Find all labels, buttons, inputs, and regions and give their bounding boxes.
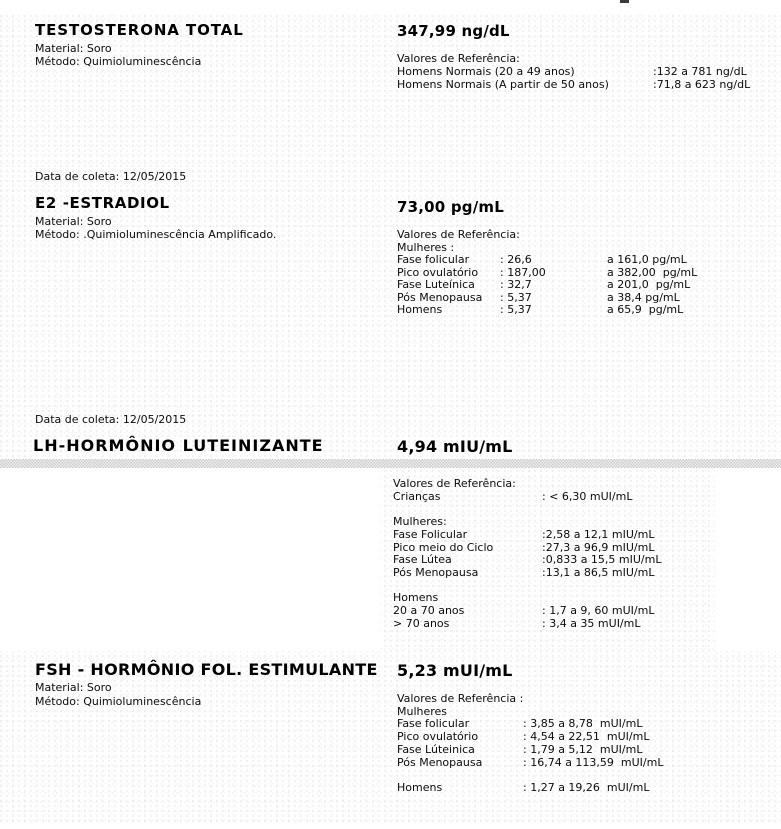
reference-row-range: :71,8 a 623 ng/dL <box>653 78 751 92</box>
reference-row-low: : 5,37 <box>500 290 532 304</box>
section-title: LH-HORMÔNIO LUTEINIZANTE <box>33 436 324 455</box>
section-title: FSH - HORMÔNIO FOL. ESTIMULANTE <box>35 660 378 679</box>
white-area-left-of-lh-values <box>0 468 380 651</box>
reference-row-range: : 3,4 a 35 mUI/mL <box>542 616 641 630</box>
section-title: E2 -ESTRADIOL <box>35 194 170 212</box>
reference-row <box>397 782 663 795</box>
reference-row-label: Fase Lúteinica <box>397 742 475 756</box>
reference-row-label: 20 a 70 anos <box>393 604 465 617</box>
reference-title: Valores de Referência: <box>397 228 520 241</box>
spacer <box>397 769 663 782</box>
result-value: 347,99 ng/dL <box>397 22 510 40</box>
reference-row-label: Fase Luteínica <box>397 278 475 291</box>
reference-row <box>393 618 661 631</box>
reference-row-label: Pico ovulatório <box>397 265 479 279</box>
reference-row <box>397 757 663 770</box>
reference-row-range: : 1,27 a 19,26 mUI/mL <box>523 780 650 794</box>
method-line: Método: .Quimioluminescência Amplificado. <box>35 227 277 241</box>
reference-row-label: Homens <box>397 780 443 794</box>
reference-row-high: a 382,00 pg/mL <box>607 265 698 279</box>
scan-artifact <box>620 0 629 3</box>
reference-row <box>397 304 697 317</box>
reference-row-label: Fase Lútea <box>393 553 452 567</box>
white-area-right-of-lh-values <box>715 468 781 651</box>
reference-title: Valores de Referência: <box>393 477 516 490</box>
reference-row <box>397 744 663 757</box>
reference-title: Valores de Referência : <box>397 692 524 705</box>
method-line: Método: Quimioluminescência <box>35 694 202 708</box>
reference-row-range: :132 a 781 ng/dL <box>653 65 747 79</box>
collection-date: Data de coleta: 12/05/2015 <box>35 170 187 183</box>
reference-values <box>397 693 663 795</box>
reference-row-low: : 5,37 <box>500 303 532 316</box>
sample-info <box>35 681 201 708</box>
reference-row-range: : 1,79 a 5,12 mUI/mL <box>523 742 643 756</box>
reference-values <box>393 478 661 630</box>
reference-row <box>397 731 663 744</box>
reference-values <box>397 52 750 92</box>
reference-row <box>393 554 661 567</box>
material-line: Material: Soro <box>35 215 112 228</box>
sample-info <box>35 216 276 241</box>
reference-row-label: Crianças <box>393 489 441 503</box>
reference-row-range: : 4,54 a 22,51 mUI/mL <box>523 730 650 744</box>
reference-title: Valores de Referência: <box>397 52 520 65</box>
reference-row-range: : < 6,30 mUI/mL <box>542 489 633 503</box>
reference-row <box>397 279 697 292</box>
reference-row-low: : 26,6 <box>500 253 532 266</box>
reference-row <box>397 78 750 91</box>
section-title: TESTOSTERONA TOTAL <box>35 21 244 39</box>
reference-row-high: a 65,9 pg/mL <box>607 303 684 316</box>
reference-row-label: Pós Menopausa <box>397 755 483 769</box>
page-bottom-margin <box>0 822 781 829</box>
sample-info <box>35 42 201 68</box>
reference-row <box>393 529 661 542</box>
reference-row <box>393 567 661 580</box>
group-label: Homens <box>393 591 439 605</box>
group-label: Mulheres <box>397 704 448 718</box>
reference-row <box>397 65 750 78</box>
reference-row-label: Pós Menopausa <box>397 290 483 304</box>
reference-row-label: Fase folicular <box>397 253 470 266</box>
collection-date: Data de coleta: 12/05/2015 <box>35 413 187 426</box>
result-value: 73,00 pg/mL <box>397 198 505 216</box>
page-top-margin <box>0 0 781 13</box>
reference-row-range: :13,1 a 86,5 mIU/mL <box>542 565 655 579</box>
reference-row-label: Homens Normais (20 a 49 anos) <box>397 65 575 79</box>
reference-row-range: : 16,74 a 113,59 mUI/mL <box>523 755 664 769</box>
group-label: Mulheres : <box>397 240 455 254</box>
result-value: 4,94 mIU/mL <box>397 437 513 456</box>
reference-row-range: :0,833 a 15,5 mIU/mL <box>542 553 662 567</box>
group-label: Mulheres: <box>393 515 447 529</box>
reference-row-label: Fase Folicular <box>393 527 468 541</box>
material-line: Material: Soro <box>35 681 112 694</box>
reference-row-label: Homens <box>397 303 443 316</box>
material-line: Material: Soro <box>35 42 112 55</box>
reference-row-label: Homens Normais (A partir de 50 anos) <box>397 78 609 92</box>
reference-row-label: Pico ovulatório <box>397 730 479 744</box>
reference-row-label: Pós Menopausa <box>393 565 479 579</box>
method-line: Método: Quimioluminescência <box>35 55 202 69</box>
reference-row-range: :27,3 a 96,9 mIU/mL <box>542 540 655 554</box>
reference-row <box>393 491 661 504</box>
reference-row-low: : 187,00 <box>500 265 546 279</box>
reference-row-label: Pico meio do Ciclo <box>393 540 494 554</box>
reference-values <box>397 229 697 317</box>
reference-row-range: :2,58 a 12,1 mIU/mL <box>542 527 655 541</box>
reference-row-high: a 201,0 pg/mL <box>607 278 691 291</box>
reference-row-high: a 38,4 pg/mL <box>607 290 680 304</box>
reference-row-range: : 3,85 a 8,78 mUI/mL <box>523 717 643 731</box>
reference-row-label: Fase folicular <box>397 717 470 731</box>
reference-row <box>397 254 697 267</box>
reference-row-range: : 1,7 a 9, 60 mUI/mL <box>542 604 655 617</box>
halftone-divider-band <box>0 459 781 468</box>
reference-row-low: : 32,7 <box>500 278 532 291</box>
reference-row-label: > 70 anos <box>393 616 450 630</box>
result-value: 5,23 mUI/mL <box>397 661 513 680</box>
reference-row <box>393 605 661 618</box>
reference-row-high: a 161,0 pg/mL <box>607 253 687 266</box>
